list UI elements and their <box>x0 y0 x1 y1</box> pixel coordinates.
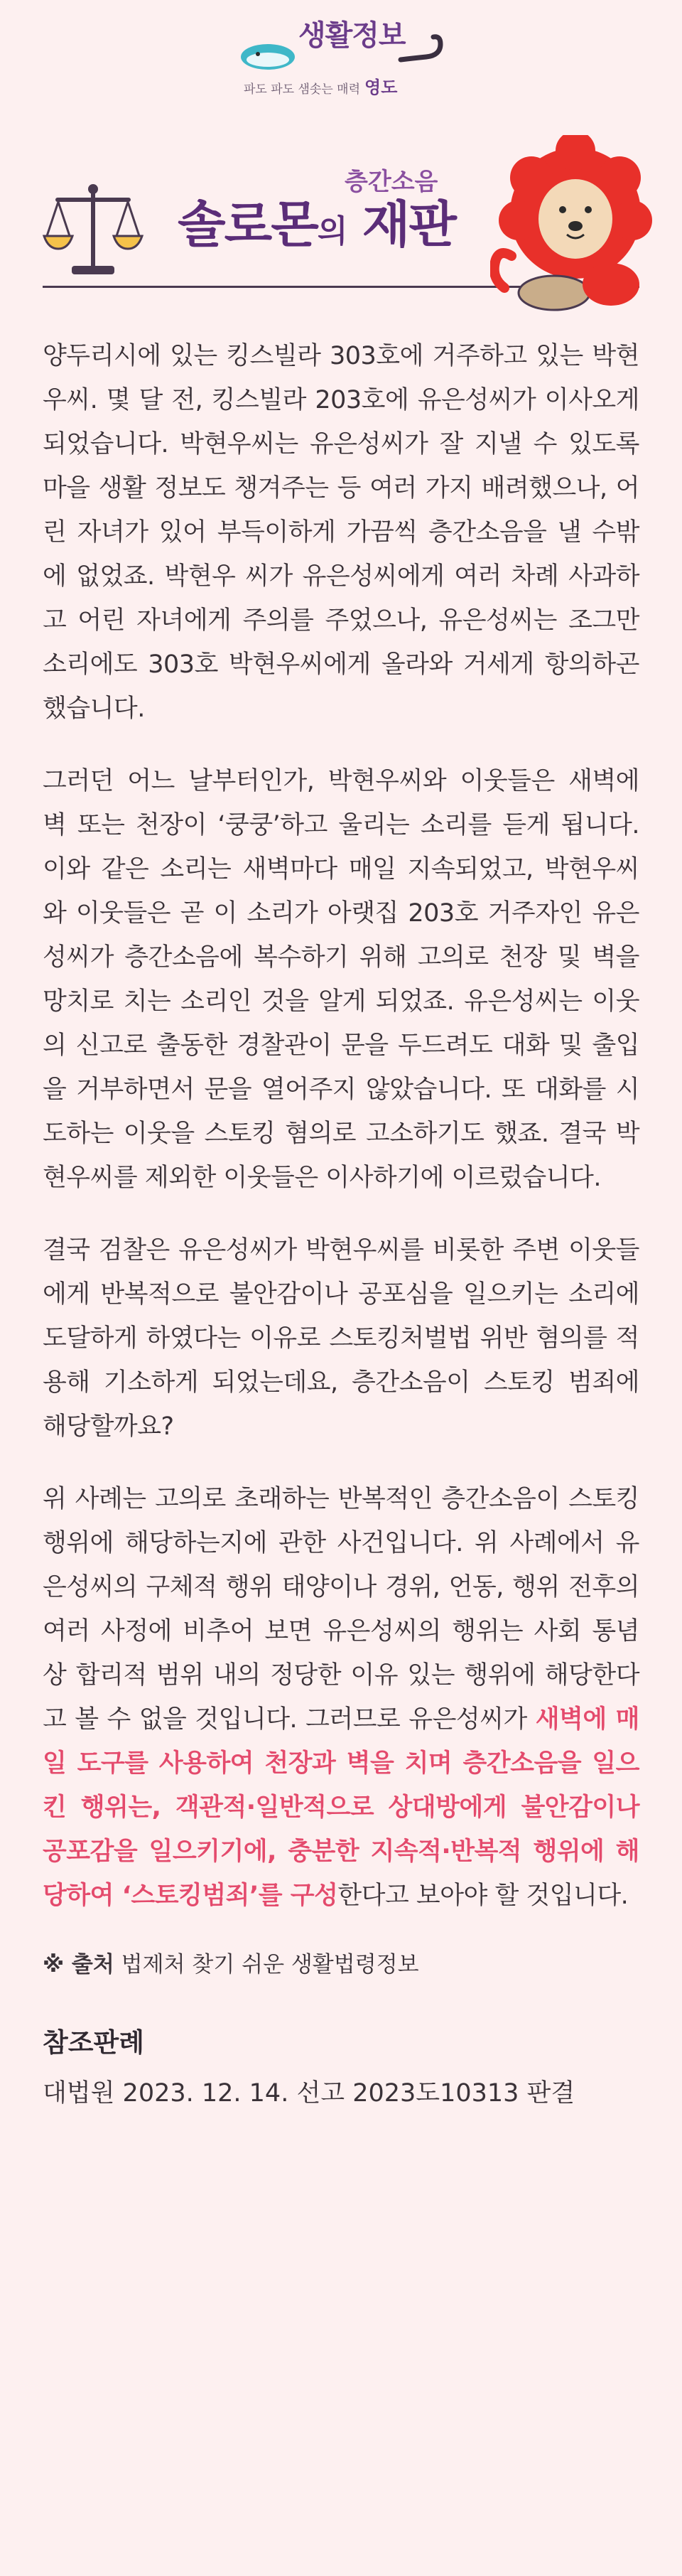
source-text: 법제처 찾기 쉬운 생활법령정보 <box>114 1952 419 1977</box>
source-note <box>43 1946 639 1978</box>
scales-icon <box>40 178 146 284</box>
header-title-solomon: 솔로몬 <box>178 195 318 254</box>
paragraph-4-intro: 위 사례는 고의로 초래하는 반복적인 층간소음이 스토킹 행위에 해당하는지에 관한 사건입니다. 위 사례에서 유은성씨의 구체적 행위 태양이나 경위, 언동, 행위 전후의 여러 사정에 비추어 보면 유은성씨의 행위는 사회 통념상 합리적 범위 내의 정당한 이유 있는 행위에 해당한다고 볼 수 없을 것입니다. 그러므로 유은성씨가 <box>43 1485 639 1734</box>
header-subtitle: 층간소음 <box>345 168 438 196</box>
reference-title: 참조판례 <box>43 2027 144 2058</box>
whale-mascot-icon <box>238 36 302 71</box>
paragraph-4-outro: 한다고 보아야 할 것입니다. <box>337 1882 629 1910</box>
logo-title: 생활정보 <box>298 19 406 52</box>
header-title-particle: 의 <box>317 213 347 249</box>
logo-brand: 영도 <box>364 77 398 97</box>
lion-mascot-icon <box>490 135 661 313</box>
paragraph-4-highlight: 새벽에 매일 도구를 사용하여 천장과 벽을 치며 층간소음을 일으킨 행위는, 객관적·일반적으로 상대방에게 불안감이나 공포감을 일으키기에, 충분한 지속적·반복적 행위에 해당하여 ‘스토킹범죄’를 구성 <box>43 1705 639 1910</box>
paragraph-1: 양두리시에 있는 킹스빌라 303호에 거주하고 있는 박현우씨. 몇 달 전, 킹스빌라 203호에 유은성씨가 이사오게 되었습니다. 박현우씨는 유은성씨가 잘 지낼 수 있도록 마을 생활 정보도 챙겨주는 등 여러 가지 배려했으나, 어린 자녀가 있어 부득이하게 가끔씩 층간소음을 낼 수밖에 없었죠. 박현우 씨가 유은성씨에게 여러 차례 사과하고 어린 자녀에게 주의를 주었으나, 유은성씨는 조그만 소리에도 303호 박현우씨에게 올라와 거세게 항의하곤 했습니다. <box>43 342 639 723</box>
logo-tagline: 파도 파도 샘솟는 매력 <box>244 82 361 97</box>
paragraph-4 <box>43 1477 639 1918</box>
page-header <box>0 107 682 320</box>
paragraph-3: 결국 검찰은 유은성씨가 박현우씨를 비롯한 주변 이웃들에게 반복적으로 불안감이나 공포심을 일으키는 소리에 도달하게 하였다는 이유로 스토킹처벌법 위반 혐의를 적용해 기소하게 되었는데요, 층간소음이 스토킹 범죄에 해당할까요? <box>43 1236 639 1441</box>
logo-subtitle <box>244 73 471 98</box>
header-title <box>178 196 476 260</box>
paragraph-2: 그러던 어느 날부터인가, 박현우씨와 이웃들은 새벽에 벽 또는 천장이 ‘쿵쿵’하고 울리는 소리를 듣게 됩니다. 이와 같은 소리는 새벽마다 매일 지속되었고, 박현우씨와 이웃들은 곧 이 소리가 아랫집 203호 거주자인 유은성씨가 층간소음에 복수하기 위해 고의로 천장 및 벽을 망치로 치는 소리인 것을 알게 되었죠. 유은성씨는 이웃의 신고로 출동한 경찰관이 문을 두드려도 대화 및 출입을 거부하면서 문을 열어주지 않았습니다. 또 대화를 시도하는 이웃을 스토킹 혐의로 고소하기도 했죠. 결국 박현우씨를 제외한 이웃들은 이사하기에 이르렀습니다. <box>43 767 639 1192</box>
hook-icon <box>398 31 448 74</box>
logo <box>0 0 682 107</box>
header-title-judgment: 재판 <box>346 195 456 254</box>
article-body <box>43 334 639 2109</box>
reference-body: 대법원 2023. 12. 14. 선고 2023도10313 판결 <box>43 2079 575 2108</box>
source-label: ※ 출처 <box>43 1952 114 1977</box>
